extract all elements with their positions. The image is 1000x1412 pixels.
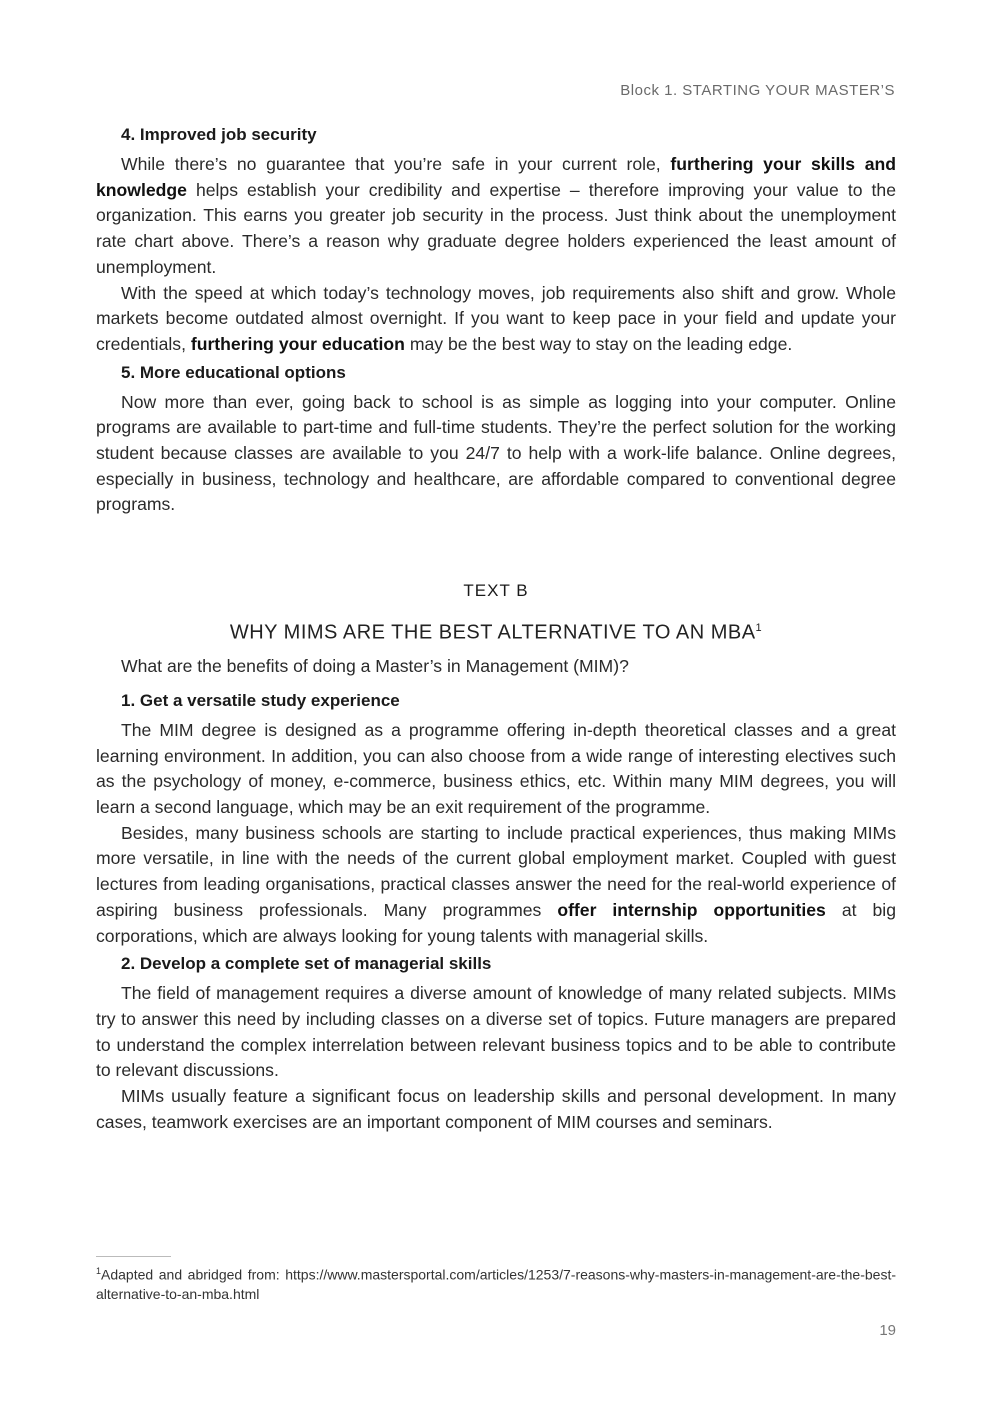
text-b-lead: What are the benefits of doing a Master’s in Management (MIM)? <box>121 656 629 677</box>
running-head: Block 1. STARTING YOUR MASTER’S <box>620 82 895 99</box>
text-b-title: WHY MIMS ARE THE BEST ALTERNATIVE TO AN MBA$^1$ <box>229 621 763 644</box>
highlight-internship: offer internship opportunities <box>557 899 826 920</box>
body-text <box>96 120 896 1135</box>
section-4-heading: 4. Improved job security <box>121 125 317 144</box>
text-b-section-2-heading: 2. Develop a complete set of managerial skills <box>121 954 492 974</box>
text-b-section-1-paragraph-1: The MIM degree is designed as a programme offering in-depth theoretical classes and a great learning environment. In addition, you can also choose from a wide range of interesting electives such as the psychology of money, e-commerce, business ethics, etc. Within many MIM degrees, you will learn a second language, which may be an exit requirement of the programme. <box>96 719 896 818</box>
section-4-paragraph-2: With the speed at which today’s technology moves, job requirements also shift and grow. Whole markets become outdated almost overnight. If you want to keep pace in your field and update your credentials, furthering your education may be the best way to stay on the leading edge. <box>96 282 896 354</box>
footnote <box>96 1262 896 1304</box>
text-b-section-1-heading: 1. Get a versatile study experience <box>121 690 400 710</box>
section-4-paragraph-1: While there’s no guarantee that you’re safe in your current role, furthering your skills and knowledge helps establish your credibility and expertise – therefore improving your value to the organization. This earns you greater job security in the process. Just think about the unemployment rate chart above. There’s a reason why graduate degree holders experienced the least amount of unemployment. <box>96 154 896 277</box>
text-b-section-2-paragraph-2: MIMs usually feature a significant focus on leadership skills and personal development. In many cases, teamwork exercises are an important component of MIM courses and seminars. <box>96 1086 896 1132</box>
highlight-skills: furthering your skills and knowledge <box>96 154 896 200</box>
text-b-section-1-paragraph-2: Besides, many business schools are starting to include practical experiences, thus making MIMs more versatile, in line with the needs of the current global employment market. Coupled with guest lectures from leading organisations, practical classes answer the need for the real-world experience of aspiring business professionals. Many programmes offer internship opportunities at big corporations, which are always looking for young talents with managerial skills. <box>96 822 896 946</box>
text-b-label: TEXT B <box>463 581 529 601</box>
section-5-paragraph-1: Now more than ever, going back to school is as simple as logging into your computer. Online programs are available to part-time and full-time students. They’re the perfect solution for the working student because classes are available to you 24/7 to help with a work-life balance. Online degrees, especially in business, technology and healthcare, are affordable compared to conventional degree programs. <box>96 391 896 515</box>
footnote-text: Adapted and abridged from: https://www.mastersportal.com/articles/1253/7-reasons-why-masters-in-management-are-the-best-alternative-to-an-mba.html <box>96 1266 896 1302</box>
section-5-heading: 5. More educational options <box>121 362 346 382</box>
highlight-education: furthering your education <box>190 333 405 354</box>
footnote-divider <box>96 1256 171 1257</box>
page-number: 19 <box>879 1322 896 1339</box>
text-b-section-2-paragraph-1: The field of management requires a diverse amount of knowledge of many related subjects. MIMs try to answer this need by including classes on a diverse set of topics. Future managers are prepared to understand the complex interrelation between relevant business topics and to be able to contribute to relevant discussions. <box>96 983 896 1081</box>
footnote-ref: 1 <box>755 621 763 634</box>
footnote-marker: 1 <box>96 1266 102 1276</box>
